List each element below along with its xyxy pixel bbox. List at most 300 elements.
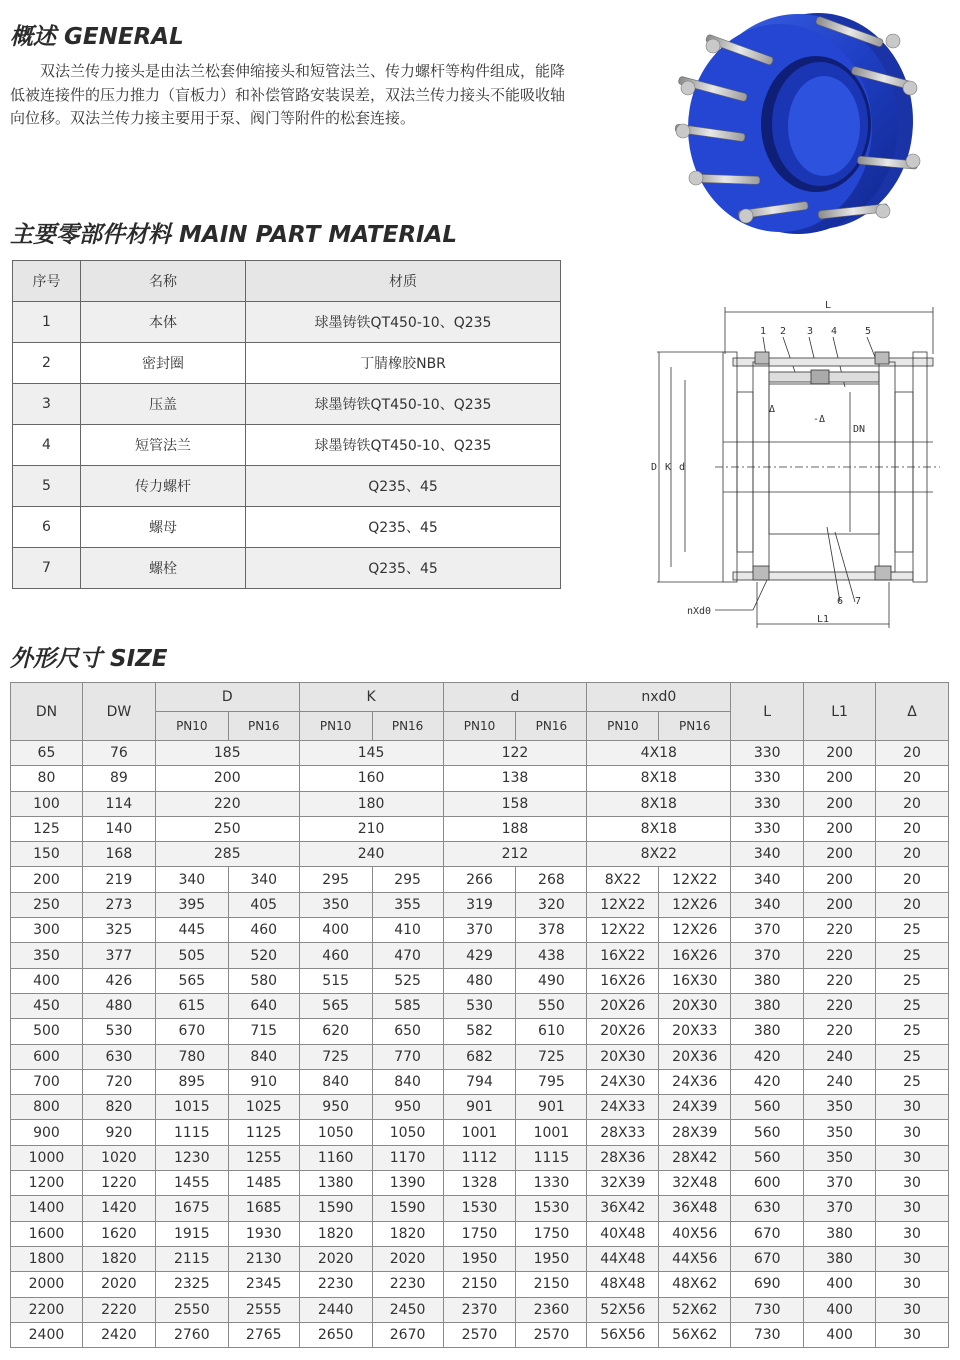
cell: 1160 — [299, 1145, 372, 1170]
cell: 20 — [876, 842, 949, 867]
cell: 1915 — [155, 1221, 228, 1246]
cell: 1800 — [11, 1246, 83, 1271]
header-name: 名称 — [81, 261, 246, 302]
cell: 20 — [876, 791, 949, 816]
header-pn16: PN16 — [659, 712, 731, 741]
cell: 690 — [731, 1272, 804, 1297]
cell: 压盖 — [81, 384, 246, 425]
cell: Q235、45 — [246, 507, 561, 548]
cell: 400 — [804, 1272, 876, 1297]
cell: 200 — [804, 791, 876, 816]
cell: 12X26 — [659, 918, 731, 943]
cell: 410 — [372, 918, 443, 943]
cell: 377 — [82, 943, 155, 968]
cell: 2020 — [372, 1246, 443, 1271]
cell: 615 — [155, 993, 228, 1018]
cell: 30 — [876, 1145, 949, 1170]
cell: 32X39 — [587, 1171, 659, 1196]
table-row — [13, 507, 561, 548]
cell: 6 — [13, 507, 81, 548]
cell: 300 — [11, 918, 83, 943]
cell: 610 — [516, 1019, 587, 1044]
cell: 600 — [11, 1044, 83, 1069]
cell: 640 — [228, 993, 299, 1018]
cell: 20 — [876, 816, 949, 841]
table-row — [11, 1120, 949, 1145]
cell: 20X36 — [659, 1044, 731, 1069]
cell: 450 — [11, 993, 83, 1018]
label-L1: L1 — [817, 614, 830, 625]
cell: 920 — [82, 1120, 155, 1145]
cell: 1050 — [299, 1120, 372, 1145]
cell: 24X30 — [587, 1069, 659, 1094]
cell: 36X42 — [587, 1196, 659, 1221]
cell: 2570 — [443, 1322, 516, 1347]
cell: 2555 — [228, 1297, 299, 1322]
cell: 8X22 — [587, 867, 659, 892]
cell: 16X30 — [659, 968, 731, 993]
cell: 160 — [299, 766, 443, 791]
cell: 380 — [731, 968, 804, 993]
cell: 438 — [516, 943, 587, 968]
table-row — [11, 766, 949, 791]
size-table-header — [11, 683, 949, 712]
cell: 1000 — [11, 1145, 83, 1170]
cell: 273 — [82, 892, 155, 917]
cell: 1 — [13, 302, 81, 343]
cell: 100 — [11, 791, 83, 816]
table-row — [13, 343, 561, 384]
cell: 525 — [372, 968, 443, 993]
table-row — [11, 1095, 949, 1120]
table-row — [11, 1196, 949, 1221]
cell: 700 — [11, 1069, 83, 1094]
cell: 1750 — [516, 1221, 587, 1246]
header-index: 序号 — [13, 261, 81, 302]
table-row — [11, 842, 949, 867]
cell: Q235、45 — [246, 466, 561, 507]
cell: 1600 — [11, 1221, 83, 1246]
cell: 340 — [731, 867, 804, 892]
cell: 370 — [731, 943, 804, 968]
cell: 910 — [228, 1069, 299, 1094]
cell: 16X22 — [587, 943, 659, 968]
cell: 52X56 — [587, 1297, 659, 1322]
cell: 505 — [155, 943, 228, 968]
cell: 1390 — [372, 1171, 443, 1196]
cell: 12X26 — [659, 892, 731, 917]
cell: 250 — [11, 892, 83, 917]
cell: 1112 — [443, 1145, 516, 1170]
cell: 188 — [443, 816, 587, 841]
cell: 470 — [372, 943, 443, 968]
cell: 400 — [804, 1322, 876, 1347]
cell: 200 — [804, 816, 876, 841]
cell: 122 — [443, 741, 587, 766]
cell: 145 — [299, 741, 443, 766]
cell: 短管法兰 — [81, 425, 246, 466]
table-row — [11, 1171, 949, 1196]
section-heading-general: 概述 GENERAL — [10, 24, 184, 50]
cell: 2115 — [155, 1246, 228, 1271]
cell: 670 — [731, 1246, 804, 1271]
cell: 350 — [804, 1120, 876, 1145]
cell: 丁腈橡胶NBR — [246, 343, 561, 384]
cell: 28X42 — [659, 1145, 731, 1170]
cell: 720 — [82, 1069, 155, 1094]
cell: 1485 — [228, 1171, 299, 1196]
cell: 185 — [155, 741, 299, 766]
cell: 560 — [731, 1120, 804, 1145]
cell: 460 — [228, 918, 299, 943]
cell: 30 — [876, 1171, 949, 1196]
header-pn10: PN10 — [587, 712, 659, 741]
header-d: d — [443, 683, 587, 712]
cell: 350 — [11, 943, 83, 968]
cell: 2765 — [228, 1322, 299, 1347]
cell: 780 — [155, 1044, 228, 1069]
cell: 20 — [876, 892, 949, 917]
cell: 370 — [804, 1171, 876, 1196]
cell: 2 — [13, 343, 81, 384]
cell: 30 — [876, 1095, 949, 1120]
cell: 44X56 — [659, 1246, 731, 1271]
cell: 530 — [443, 993, 516, 1018]
material-table-header — [13, 261, 561, 302]
cell: 400 — [11, 968, 83, 993]
cell: 800 — [11, 1095, 83, 1120]
cell: 585 — [372, 993, 443, 1018]
cell: 1820 — [82, 1246, 155, 1271]
cell: 2150 — [516, 1272, 587, 1297]
cell: 36X48 — [659, 1196, 731, 1221]
cell: 1328 — [443, 1171, 516, 1196]
cell: 380 — [731, 1019, 804, 1044]
cell: 650 — [372, 1019, 443, 1044]
technical-drawing — [645, 292, 945, 632]
size-table-body — [11, 741, 949, 1348]
cell: 2400 — [11, 1322, 83, 1347]
cell: 1230 — [155, 1145, 228, 1170]
cell: 840 — [228, 1044, 299, 1069]
cell: 44X48 — [587, 1246, 659, 1271]
table-row — [13, 425, 561, 466]
cell: 1001 — [443, 1120, 516, 1145]
cell: 25 — [876, 968, 949, 993]
cell: 1950 — [516, 1246, 587, 1271]
cell: 8X22 — [587, 842, 731, 867]
cell: 1025 — [228, 1095, 299, 1120]
label-D: D — [651, 462, 658, 473]
cell: 480 — [443, 968, 516, 993]
cell: 20X30 — [659, 993, 731, 1018]
header-pn16: PN16 — [228, 712, 299, 741]
header-pn10: PN10 — [299, 712, 372, 741]
section-heading-size: 外形尺寸 SIZE — [10, 646, 168, 672]
cell: 340 — [731, 892, 804, 917]
label-5: 5 — [865, 326, 872, 337]
cell: 25 — [876, 943, 949, 968]
label-6: 6 — [837, 596, 844, 607]
cell: 25 — [876, 993, 949, 1018]
general-description: 双法兰传力接头是由法兰松套伸缩接头和短管法兰、传力螺杆等构件组成，能降低被连接件的压力推力（盲板力）和补偿管路安装误差，双法兰传力接头不能吸收轴向位移。双法兰传力接主要用于泵、阀门等附件的松套连接。 — [10, 62, 566, 127]
cell: 传力螺杆 — [81, 466, 246, 507]
cell: 球墨铸铁QT450-10、Q235 — [246, 302, 561, 343]
cell: 565 — [155, 968, 228, 993]
cell: 125 — [11, 816, 83, 841]
cell: 158 — [443, 791, 587, 816]
cell: 250 — [155, 816, 299, 841]
table-row — [11, 1272, 949, 1297]
cell: 600 — [731, 1171, 804, 1196]
cell: 730 — [731, 1322, 804, 1347]
cell: 2370 — [443, 1297, 516, 1322]
cell: 220 — [804, 993, 876, 1018]
cell: 490 — [516, 968, 587, 993]
cell: 715 — [228, 1019, 299, 1044]
cell: 56X56 — [587, 1322, 659, 1347]
cell: 56X62 — [659, 1322, 731, 1347]
header-pn16: PN16 — [516, 712, 587, 741]
cell: 212 — [443, 842, 587, 867]
cell: 420 — [731, 1069, 804, 1094]
label-minus-delta: -Δ — [813, 414, 826, 425]
cell: 20 — [876, 766, 949, 791]
cell: 2550 — [155, 1297, 228, 1322]
cell: 950 — [299, 1095, 372, 1120]
table-row — [11, 943, 949, 968]
table-row — [11, 791, 949, 816]
cell: 630 — [731, 1196, 804, 1221]
cell: 1220 — [82, 1171, 155, 1196]
cell: 515 — [299, 968, 372, 993]
cell: 2325 — [155, 1272, 228, 1297]
cell: 500 — [11, 1019, 83, 1044]
cell: 200 — [804, 892, 876, 917]
cell: 794 — [443, 1069, 516, 1094]
table-row — [11, 1246, 949, 1271]
cell: 4X18 — [587, 741, 731, 766]
header-DN: DN — [11, 683, 83, 741]
cell: 330 — [731, 766, 804, 791]
cell: 2420 — [82, 1322, 155, 1347]
cell: 4 — [13, 425, 81, 466]
table-row — [11, 867, 949, 892]
cell: 370 — [804, 1196, 876, 1221]
cell: 密封圈 — [81, 343, 246, 384]
cell: 28X36 — [587, 1145, 659, 1170]
cell: 900 — [11, 1120, 83, 1145]
cell: 620 — [299, 1019, 372, 1044]
cell: 2440 — [299, 1297, 372, 1322]
cell: 25 — [876, 1044, 949, 1069]
cell: 25 — [876, 918, 949, 943]
cell: 429 — [443, 943, 516, 968]
product-image — [668, 6, 928, 246]
cell: 20X33 — [659, 1019, 731, 1044]
cell: 268 — [516, 867, 587, 892]
cell: 582 — [443, 1019, 516, 1044]
cell: 32X48 — [659, 1171, 731, 1196]
cell: 1675 — [155, 1196, 228, 1221]
cell: 319 — [443, 892, 516, 917]
cell: 1750 — [443, 1221, 516, 1246]
cell: 370 — [443, 918, 516, 943]
cell: 445 — [155, 918, 228, 943]
cell: 725 — [299, 1044, 372, 1069]
header-DW: DW — [82, 683, 155, 741]
cell: 670 — [731, 1221, 804, 1246]
cell: 895 — [155, 1069, 228, 1094]
cell: 30 — [876, 1221, 949, 1246]
cell: 426 — [82, 968, 155, 993]
cell: 150 — [11, 842, 83, 867]
cell: 30 — [876, 1196, 949, 1221]
cell: 8X18 — [587, 791, 731, 816]
cell: 30 — [876, 1322, 949, 1347]
cell: 1950 — [443, 1246, 516, 1271]
cell: 球墨铸铁QT450-10、Q235 — [246, 425, 561, 466]
table-row — [11, 993, 949, 1018]
cell: 2020 — [82, 1272, 155, 1297]
header-material: 材质 — [246, 261, 561, 302]
cell: 2230 — [372, 1272, 443, 1297]
cell: 380 — [731, 993, 804, 1018]
cell: 24X33 — [587, 1095, 659, 1120]
header-D: D — [155, 683, 299, 712]
label-2: 2 — [780, 326, 787, 337]
cell: 2570 — [516, 1322, 587, 1347]
cell: 1400 — [11, 1196, 83, 1221]
cell: 2200 — [11, 1297, 83, 1322]
cell: 1590 — [372, 1196, 443, 1221]
cell: 840 — [372, 1069, 443, 1094]
cell: 1050 — [372, 1120, 443, 1145]
cell: 80 — [11, 766, 83, 791]
cell: 630 — [82, 1044, 155, 1069]
cell: 380 — [804, 1221, 876, 1246]
cell: 30 — [876, 1272, 949, 1297]
cell: 1455 — [155, 1171, 228, 1196]
cell: Q235、45 — [246, 548, 561, 589]
cell: 325 — [82, 918, 155, 943]
cell: 220 — [804, 918, 876, 943]
table-row — [11, 816, 949, 841]
cell: 378 — [516, 918, 587, 943]
cell: 840 — [299, 1069, 372, 1094]
table-row — [11, 1322, 949, 1347]
cell: 350 — [299, 892, 372, 917]
label-d: d — [679, 462, 686, 473]
table-row — [11, 1044, 949, 1069]
cell: 20X26 — [587, 1019, 659, 1044]
header-pn10: PN10 — [443, 712, 516, 741]
table-row — [11, 892, 949, 917]
header-L1: L1 — [804, 683, 876, 741]
cell: 65 — [11, 741, 83, 766]
table-row — [13, 384, 561, 425]
cell: 340 — [228, 867, 299, 892]
cell: 1530 — [516, 1196, 587, 1221]
cell: 480 — [82, 993, 155, 1018]
cell: 220 — [804, 943, 876, 968]
cell: 400 — [804, 1297, 876, 1322]
cell: 200 — [155, 766, 299, 791]
table-row — [11, 1019, 949, 1044]
cell: 560 — [731, 1145, 804, 1170]
cell: 219 — [82, 867, 155, 892]
cell: 770 — [372, 1044, 443, 1069]
cell: 220 — [804, 968, 876, 993]
cell: 950 — [372, 1095, 443, 1120]
cell: 2230 — [299, 1272, 372, 1297]
header-nxd0: nxd0 — [587, 683, 731, 712]
cell: 3 — [13, 384, 81, 425]
cell: 530 — [82, 1019, 155, 1044]
cell: 405 — [228, 892, 299, 917]
cell: 220 — [804, 1019, 876, 1044]
label-K: K — [665, 462, 672, 473]
cell: 2670 — [372, 1322, 443, 1347]
cell: 901 — [443, 1095, 516, 1120]
label-DN: DN — [853, 424, 866, 435]
label-4: 4 — [831, 326, 838, 337]
cell: 20 — [876, 867, 949, 892]
section-heading-material: 主要零部件材料 MAIN PART MATERIAL — [10, 222, 458, 248]
table-row — [11, 1069, 949, 1094]
cell: 1255 — [228, 1145, 299, 1170]
header-delta: Δ — [876, 683, 949, 741]
cell: 240 — [804, 1044, 876, 1069]
table-row — [11, 968, 949, 993]
cell: 球墨铸铁QT450-10、Q235 — [246, 384, 561, 425]
cell: 1330 — [516, 1171, 587, 1196]
cell: 350 — [804, 1145, 876, 1170]
cell: 2130 — [228, 1246, 299, 1271]
cell: 520 — [228, 943, 299, 968]
cell: 40X56 — [659, 1221, 731, 1246]
cell: 560 — [731, 1095, 804, 1120]
header-pn16: PN16 — [372, 712, 443, 741]
header-pn10: PN10 — [155, 712, 228, 741]
cell: 7 — [13, 548, 81, 589]
cell: 本体 — [81, 302, 246, 343]
cell: 16X26 — [659, 943, 731, 968]
cell: 2000 — [11, 1272, 83, 1297]
label-nxd0: nXd0 — [687, 606, 712, 617]
cell: 285 — [155, 842, 299, 867]
label-3: 3 — [807, 326, 814, 337]
cell: 730 — [731, 1297, 804, 1322]
cell: 240 — [804, 1069, 876, 1094]
cell: 1380 — [299, 1171, 372, 1196]
cell: 1125 — [228, 1120, 299, 1145]
cell: 682 — [443, 1044, 516, 1069]
cell: 28X33 — [587, 1120, 659, 1145]
cell: 1820 — [372, 1221, 443, 1246]
cell: 1170 — [372, 1145, 443, 1170]
cell: 8X18 — [587, 816, 731, 841]
cell: 240 — [299, 842, 443, 867]
cell: 295 — [372, 867, 443, 892]
cell: 48X48 — [587, 1272, 659, 1297]
cell: 20X30 — [587, 1044, 659, 1069]
cell: 168 — [82, 842, 155, 867]
cell: 30 — [876, 1297, 949, 1322]
cell: 1685 — [228, 1196, 299, 1221]
cell: 400 — [299, 918, 372, 943]
header-L: L — [731, 683, 804, 741]
